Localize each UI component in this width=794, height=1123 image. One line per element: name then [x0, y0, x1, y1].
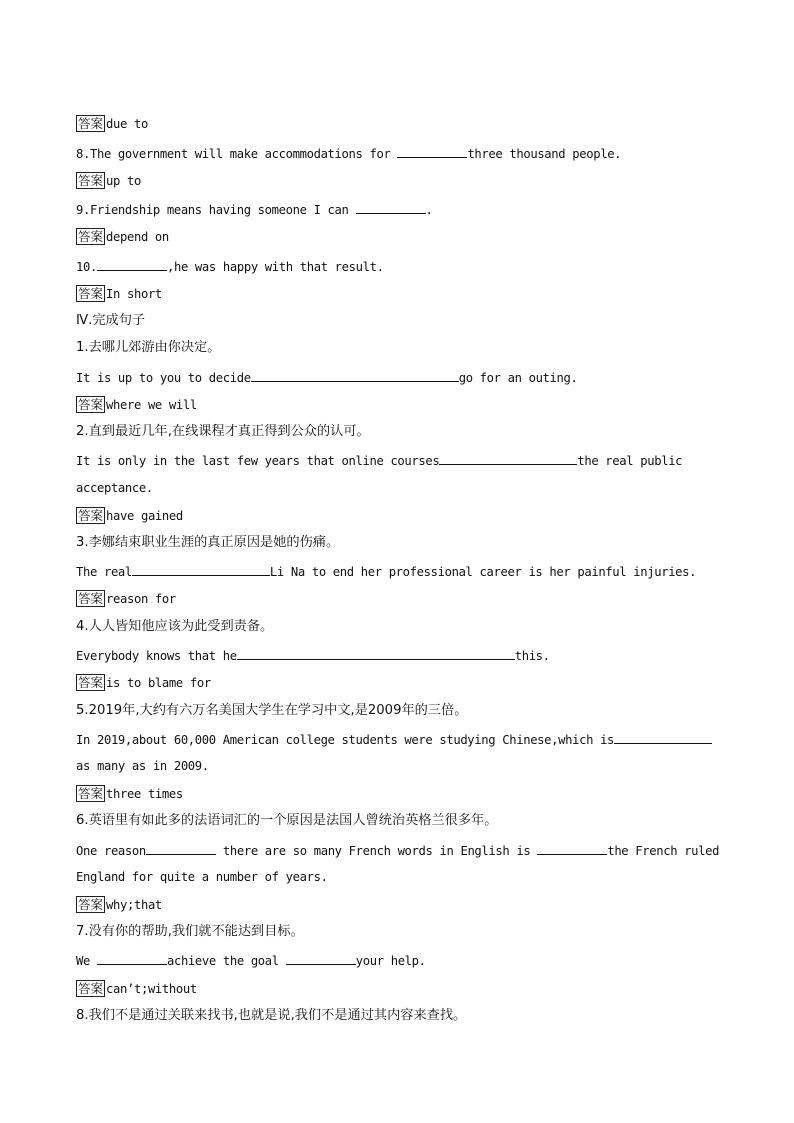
question-10 [76, 258, 384, 275]
sentence-5-english-cont: as many as in 2009. [76, 759, 209, 773]
sentence-text: We [76, 954, 97, 968]
sentence-text: the real public [577, 454, 683, 468]
fill-blank [356, 201, 426, 214]
sentence-text: It is up to you to decide [76, 371, 251, 385]
answer-tag: 答案 [78, 675, 104, 690]
answer-tag: 答案 [78, 116, 104, 131]
sentence-5-chinese: 5.2019年,大约有六万名美国大学生在学习中文,是2009年的三倍。 [76, 703, 468, 718]
answer-line [76, 896, 162, 913]
answer-tag: 答案 [78, 397, 104, 412]
answer-text: reason for [106, 592, 176, 606]
question-text: 10. [76, 260, 97, 274]
answer-tag: 答案 [78, 786, 104, 801]
answer-text: up to [106, 174, 141, 188]
answer-tag: 答案 [78, 981, 104, 996]
answer-text: due to [106, 117, 148, 131]
fill-blank [146, 842, 216, 855]
answer-tag: 答案 [78, 229, 104, 244]
answer-line [76, 674, 211, 691]
answer-tag: 答案 [78, 508, 104, 523]
answer-line [76, 396, 197, 413]
question-9 [76, 201, 433, 218]
answer-line [76, 785, 183, 802]
fill-blank [97, 952, 167, 965]
sentence-text: the French ruled [607, 844, 720, 858]
sentence-6-english-cont: England for quite a number of years. [76, 870, 328, 884]
sentence-1-chinese: 1.去哪儿郊游由你决定。 [76, 340, 221, 355]
fill-blank [397, 145, 467, 158]
answer-text: can’t;without [106, 982, 197, 996]
sentence-text: this. [514, 649, 550, 663]
section-heading: Ⅳ.完成句子 [76, 313, 146, 328]
answer-text: why;that [106, 898, 162, 912]
sentence-2-english-cont: acceptance. [76, 481, 153, 495]
sentence-4-english [76, 647, 550, 664]
sentence-2-chinese: 2.直到最近几年,在线课程才真正得到公众的认可。 [76, 424, 370, 439]
fill-blank [614, 731, 712, 744]
fill-blank [237, 647, 515, 660]
sentence-2-english [76, 452, 682, 469]
fill-blank [251, 369, 459, 382]
sentence-text: The real [76, 565, 132, 579]
sentence-text: your help. [355, 954, 426, 968]
sentence-text: In 2019,about 60,000 American college students were studying Chinese,which is [76, 733, 615, 747]
answer-line [76, 507, 183, 524]
question-text: 9.Friendship means having someone I can [76, 203, 356, 217]
question-text: 8.The government will make accommodations for [76, 147, 398, 161]
sentence-7-chinese: 7.没有你的帮助,我们就不能达到目标。 [76, 924, 304, 939]
answer-text: is to blame for [106, 676, 211, 690]
sentence-text: Everybody knows that he [76, 649, 237, 663]
fill-blank [439, 452, 577, 465]
sentence-1-english [76, 369, 578, 386]
answer-line [76, 115, 148, 132]
answer-tag: 答案 [78, 286, 104, 301]
answer-tag: 答案 [78, 173, 104, 188]
fill-blank [286, 952, 356, 965]
sentence-6-english [76, 842, 719, 859]
fill-blank [97, 258, 167, 271]
answer-text: In short [106, 287, 162, 301]
sentence-text: go for an outing. [458, 371, 578, 385]
fill-blank [537, 842, 607, 855]
answer-line [76, 980, 197, 997]
question-text: . [425, 203, 433, 217]
sentence-text: there are so many French words in English is [215, 844, 538, 858]
answer-line [76, 285, 162, 302]
sentence-3-chinese: 3.李娜结束职业生涯的真正原因是她的伤痛。 [76, 535, 340, 550]
sentence-7-english [76, 952, 426, 969]
sentence-text: Li Na to end her professional career is her painful injuries. [269, 565, 697, 579]
sentence-8-chinese: 8.我们不是通过关联来找书,也就是说,我们不是通过其内容来查找。 [76, 1008, 467, 1023]
sentence-3-english [76, 563, 696, 580]
question-text: ,he was happy with that result. [166, 260, 384, 274]
answer-text: where we will [106, 398, 197, 412]
answer-line [76, 590, 176, 607]
sentence-text: One reason [76, 844, 146, 858]
answer-text: depend on [106, 230, 169, 244]
sentence-text: achieve the goal [166, 954, 286, 968]
sentence-text: It is only in the last few years that online courses [76, 454, 440, 468]
answer-tag: 答案 [78, 591, 104, 606]
question-text: three thousand people. [467, 147, 622, 161]
answer-line [76, 228, 169, 245]
sentence-5-english [76, 731, 712, 748]
fill-blank [132, 563, 270, 576]
answer-text: have gained [106, 509, 183, 523]
sentence-4-chinese: 4.人人皆知他应该为此受到责备。 [76, 619, 274, 634]
answer-tag: 答案 [78, 897, 104, 912]
answer-line [76, 172, 141, 189]
sentence-6-chinese: 6.英语里有如此多的法语词汇的一个原因是法国人曾统治英格兰很多年。 [76, 813, 498, 828]
question-8 [76, 145, 621, 162]
answer-text: three times [106, 787, 183, 801]
